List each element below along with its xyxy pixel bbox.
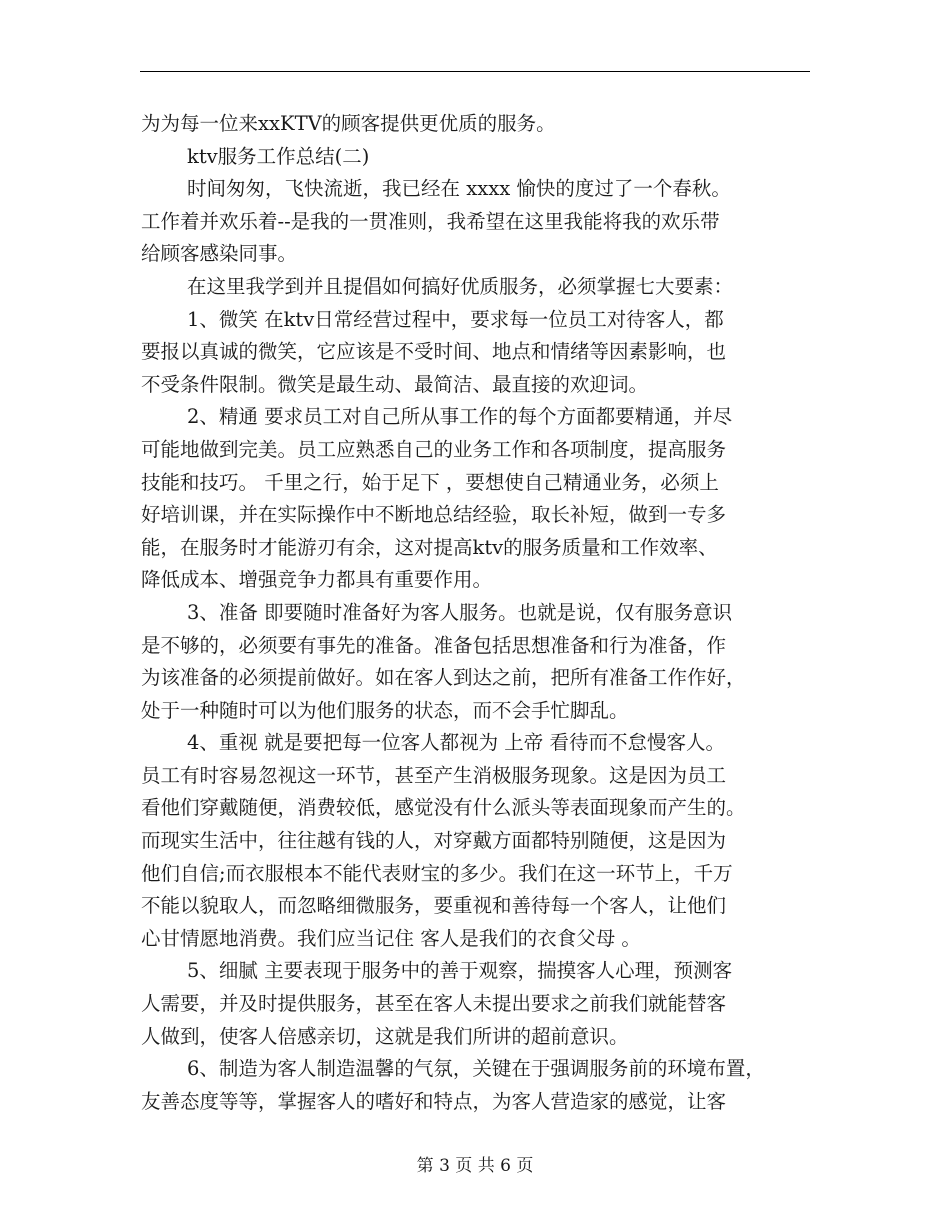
text-line: 好培训课，并在实际操作中不断地总结经验，取长补短，做到一专多 — [141, 503, 727, 527]
text-line: 能，在服务时才能游刃有余，这对提高ktv的服务质量和工作效率、 — [141, 535, 718, 559]
text-line: 给顾客感染同事。 — [141, 242, 298, 266]
document-body — [141, 108, 821, 1118]
text-line: 不能以貌取人，而忽略细微服务，要重视和善待每一个客人，让他们 — [141, 894, 727, 918]
text-line: 技能和技巧。 千里之行，始于足下 ，要想使自己精通业务，必须上 — [141, 470, 719, 494]
text-line: 他们自信;而衣服根本不能代表财宝的多少。我们在这一环节上，千万 — [141, 861, 733, 885]
text-line: 是不够的，必须要有事先的准备。准备包括思想准备和行为准备，作 — [141, 633, 727, 657]
text-line: 而现实生活中，往往越有钱的人，对穿戴方面都特别随便，这是因为 — [141, 829, 727, 853]
text-line: 员工有时容易忽视这一环节，甚至产生消极服务现象。这是因为员工 — [141, 763, 727, 787]
text-line: 人需要，并及时提供服务，甚至在客人未提出要求之前我们就能替客 — [141, 992, 727, 1016]
text-line: 为为每一位来xxKTV的顾客提供更优质的服务。 — [141, 112, 556, 135]
text-line: 要报以真诚的微笑，它应该是不受时间、地点和情绪等因素影响，也 — [141, 340, 727, 364]
text-line: 1、微笑 在ktv日常经营过程中，要求每一位员工对待客人，都 — [187, 307, 724, 331]
text-line: 友善态度等等，掌握客人的嗜好和特点，为客人营造家的感觉，让客 — [141, 1089, 727, 1113]
header-rule — [140, 71, 810, 72]
text-line: 3、准备 即要随时准备好为客人服务。也就是说，仅有服务意识 — [187, 600, 733, 624]
text-line: 时间匆匆，飞快流逝，我已经在 xxxx 愉快的度过了一个春秋。 — [187, 177, 731, 201]
text-line: 处于一种随时可以为他们服务的状态，而不会手忙脚乱。 — [141, 698, 629, 722]
text-line: 降低成本、增强竞争力都具有重要作用。 — [141, 568, 493, 592]
text-line: 在这里我学到并且提倡如何搞好优质服务，必须掌握七大要素： — [187, 274, 734, 298]
text-line: ktv服务工作总结(二) — [187, 144, 370, 168]
text-line: 可能地做到完美。员工应熟悉自己的业务工作和各项制度，提高服务 — [141, 437, 727, 461]
text-line: 4、重视 就是要把每一位客人都视为 上帝 看待而不怠慢客人。 — [187, 731, 726, 755]
text-line: 人做到，使客人倍感亲切，这就是我们所讲的超前意识。 — [141, 1024, 629, 1048]
text-line: 6、制造为客人制造温馨的气氛，关键在于强调服务前的环境布置， — [187, 1057, 765, 1081]
text-line: 2、精通 要求员工对自己所从事工作的每个方面都要精通，并尽 — [187, 405, 733, 429]
text-line: 工作着并欢乐着--是我的一贯准则，我希望在这里我能将我的欢乐带 — [141, 209, 720, 233]
page-number-footer: 第 3 页 共 6 页 — [416, 1156, 534, 1176]
text-line: 不受条件限制。微笑是最生动、最简洁、最直接的欢迎词。 — [141, 372, 649, 396]
text-line: 5、细腻 主要表现于服务中的善于观察，揣摸客人心理，预测客 — [187, 959, 733, 983]
text-line: 心甘情愿地消费。我们应当记住 客人是我们的衣食父母 。 — [141, 926, 641, 950]
text-line: 看他们穿戴随便，消费较低，感觉没有什么派头等表面现象而产生的。 — [141, 796, 746, 820]
text-line: 为该准备的必须提前做好。如在客人到达之前，把所有准备工作作好， — [141, 666, 746, 690]
